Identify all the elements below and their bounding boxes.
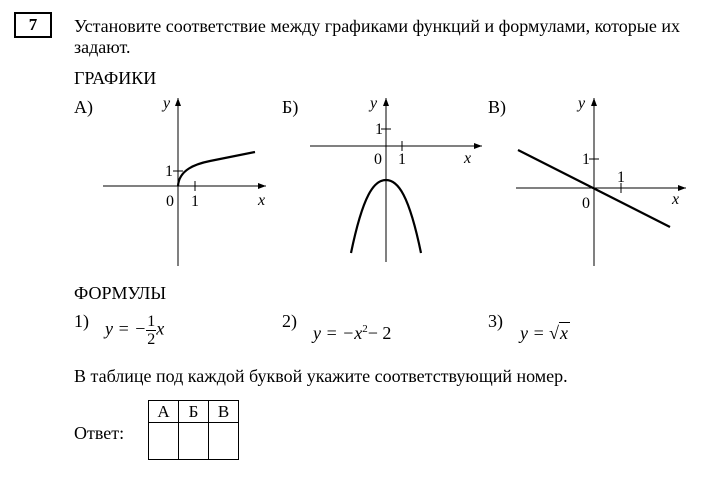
graph-label-a: А) <box>74 97 93 117</box>
answer-cell-b[interactable] <box>179 423 209 460</box>
instruction-text: В таблице под каждой буквой укажите соответствующий номер. <box>74 366 568 386</box>
graph-a-x-label: x <box>258 192 266 209</box>
graph-c-origin: 0 <box>582 195 590 212</box>
formula-1-lhs: y = − <box>105 318 147 339</box>
formula-3-lhs: y = <box>520 323 550 343</box>
formula-1-number: 1) <box>74 311 89 331</box>
task-number: 7 <box>14 12 52 38</box>
formulas-heading: ФОРМУЛЫ <box>74 283 167 303</box>
formula-2-number: 2) <box>282 311 297 331</box>
graph-c-y-label: y <box>578 95 586 112</box>
graph-c-tick-one-x: 1 <box>617 169 625 186</box>
formula-1-frac-den: 2 <box>147 331 156 348</box>
formula-3-number: 3) <box>488 311 503 331</box>
formula-1 <box>105 313 164 348</box>
graph-label-c: В) <box>488 97 506 117</box>
formula-2-exponent: 2 <box>362 323 368 335</box>
formula-1-rhs: x <box>156 318 165 339</box>
radical-icon: √ <box>549 323 560 343</box>
answer-col-b: Б <box>179 401 209 423</box>
answer-cell-a[interactable] <box>149 423 179 460</box>
formula-3-radicand: x <box>560 323 569 343</box>
task-text: Установите соответствие между графиками функций и формулами, которые их задают. <box>74 16 681 57</box>
formula-1-fraction <box>146 313 156 348</box>
graphs-heading: ГРАФИКИ <box>74 68 157 88</box>
graph-b-tick-one-x: 1 <box>398 151 406 168</box>
formula-2-rhs: − 2 <box>367 323 392 343</box>
graph-c-x-label: x <box>672 191 680 208</box>
graph-a-origin: 0 <box>166 193 174 210</box>
answer-col-a: А <box>149 401 179 423</box>
graph-b-origin: 0 <box>374 151 382 168</box>
graph-c-tick-one-y: 1 <box>582 151 590 168</box>
graph-b-y-label: y <box>370 95 378 112</box>
answer-label: Ответ: <box>74 423 125 443</box>
graph-a-tick-one-y: 1 <box>165 163 173 180</box>
graph-a-y-label: y <box>163 95 171 112</box>
formula-1-frac-num: 1 <box>147 313 156 330</box>
graph-c-y-arrow <box>591 98 597 106</box>
graph-c-x-arrow <box>678 185 686 191</box>
answer-col-c: В <box>209 401 239 423</box>
graph-b-x-label: x <box>464 150 472 167</box>
graph-a-tick-one-x: 1 <box>191 193 199 210</box>
answer-table <box>148 400 239 460</box>
answer-cell-c[interactable] <box>209 423 239 460</box>
formula-2-lhs: y = −x <box>313 323 363 343</box>
formula-3 <box>520 323 570 344</box>
graph-b-tick-one-y: 1 <box>375 121 383 138</box>
formula-2 <box>313 323 391 344</box>
graph-label-b: Б) <box>282 97 299 117</box>
